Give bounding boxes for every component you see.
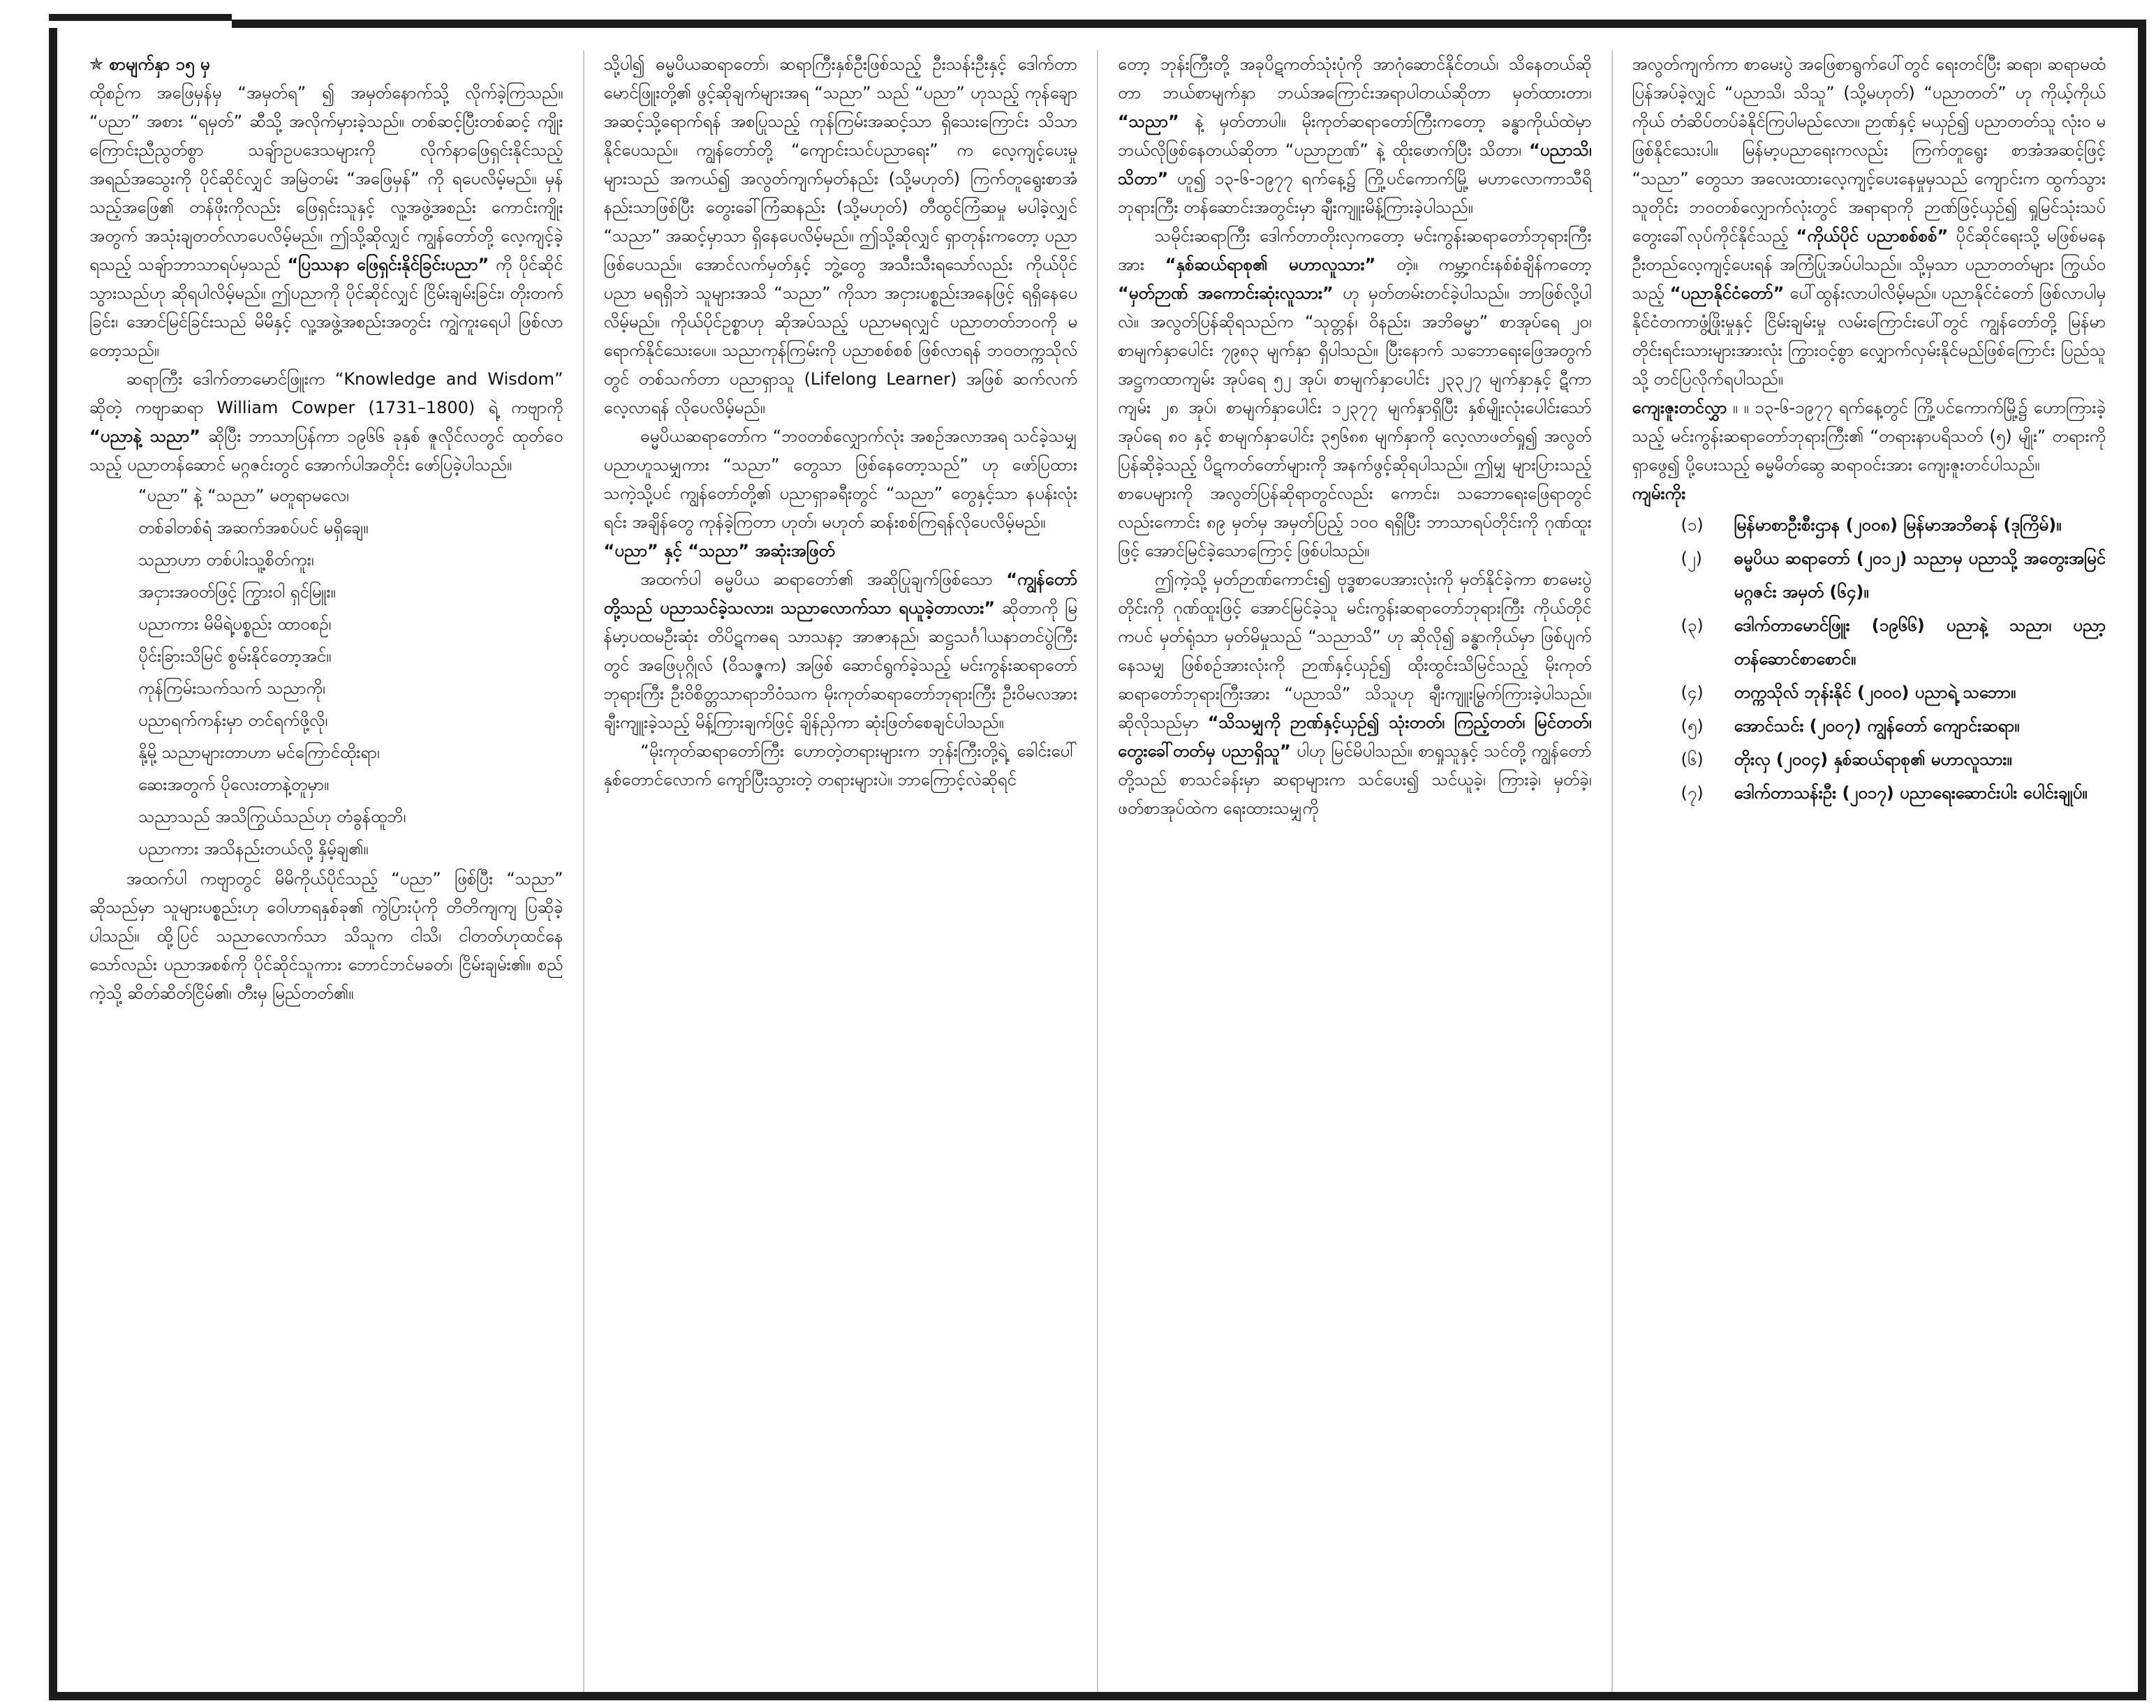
column-4	[1611, 50, 2126, 1692]
references-heading: ကျမ်းကိုး	[1632, 484, 1686, 503]
poem-line: အငှားအဝတ်ဖြင့် ကြွားဝါ ရှင်မြူး။	[138, 582, 336, 602]
paragraph: ဤကဲ့သို့ မှတ်ဉာဏ်ကောင်း၍ ဗုဒ္ဓစာပေအားလုံးကို မှတ်နိုင်ခဲ့ကာ စာမေးပွဲတိုင်းကို ဂုဏ်ထူးဖြင့် အောင်မြင်ခဲ့သူ မင်းကွန်းဆရာတော်ဘုရားကြီး ကိုယ်တိုင်ကပင် မှတ်ရုံသာ မှတ်မိမှုသည် “သညာသိ” ဟု ဆိုလို၍ ခန္ဓာကိုယ်မှာ ဖြစ်ပျက်နေသမျှ ဖြစ်စဉ်အားလုံးကို ဉာဏ်နှင့်ယှဉ်၍ ထိုးထွင်းသိမြင်သည့် မိုးကုတ်ဆရာတော်ဘုရားကြီးအား “ပညာသိ” သိသူဟု ချီးကျူးမြွက်ကြားခဲ့ပါသည်။ ဆိုလိုသည်မှာ “သိသမျှကို ဉာဏ်နှင့်ယှဉ်၍ သုံးတတ်၊ ကြည့်တတ်၊ မြင်တတ်၊ တွေးခေါ်တတ်မှ ပညာရှိသူ” ပါဟု မြင်မိပါသည်။ စာရှုသူနှင့် သင်တို့ ကျွန်တော်တို့သည် စာသင်ခန်းမှာ ဆရာများက သင်ပေး၍ သင်ယူခဲ့၊ ကြားခဲ့၊ မှတ်ခဲ့၊ ဖတ်စာအုပ်ထဲက ရေးထားသမျှကို	[1118, 570, 1592, 818]
poem-line: သညာသည် အသိကြွယ်သည်ဟု တံခွန်ထူဘိ၊	[138, 807, 406, 826]
poem-line: နို့မို့ သညာများတာဟာ မင်ကြောင်ထိုးရာ၊	[138, 743, 380, 762]
bold-phrase: “နှစ်ဆယ်ရာစု၏ မဟာလူသား”	[1165, 255, 1376, 274]
reference-item: (၇) ဒေါက်တာသန်းဦး (၂၀၁၇) ပညာရေးဆောင်းပါး ပေါင်းချုပ်။	[1681, 783, 2088, 803]
bottom-border	[49, 1692, 2146, 1700]
bold-phrase: “ကျွန်တော်တို့သည် ပညာသင်ခဲ့သလား၊ သညာလောက်သာ ရယူခဲ့တာလား”	[603, 570, 1077, 618]
poem-line: ပိုင်းခြားသိမြင် စွမ်းနိုင်တော့အင်။	[138, 646, 332, 666]
article-page	[57, 28, 2138, 1692]
bold-phrase: “ပညာနဲ့ သညာ”	[89, 426, 200, 446]
bold-phrase: “သိသမျှကို ဉာဏ်နှင့်ယှဉ်၍ သုံးတတ်၊ ကြည့်တတ်၊ မြင်တတ်၊ တွေးခေါ်တတ်မှ ပညာရှိသူ”	[1118, 713, 1592, 761]
reference-item: (၂) ဓမ္မပိယ ဆရာတော် (၂၀၁၂) သညာမှ ပညာသို့ အတွေးအမြင် မဂ္ဂဇင်း အမှတ် (၆၄)။	[1681, 549, 2106, 602]
acknowledgement: ကျေးဇူးတင်လွှာ ။ ။ ၁၃-၆-၁၉၇၇ ရက်နေ့တွင် ကြို့ပင်ကောက်မြို့၌ ဟောကြားခဲ့သည့် မင်းကွန်းဆရာတော်ဘုရားကြီး၏ “တရားနာပရိသတ် (၅) မျိုး” တရားကို ရှာဖွေ၍ ပို့ပေးသည့် ဓမ္မမိတ်ဆွေ ဆရာဝင်းအား ကျေးဇူးတင်ပါသည်။	[1632, 398, 2106, 475]
references-list	[1632, 508, 2106, 810]
paragraph: တော့ ဘုန်းကြီးတို့ အခုပိဋကတ်သုံးပုံကို အာဂုံဆောင်နိုင်တယ်၊ သိနေတယ်ဆိုတာ ဘယ်စာမျက်နှာ ဘယ်အကြောင်းအရာပါတယ်ဆိုတာ မှတ်ထားတာ၊ “သညာ” နဲ့ မှတ်တာပါ။ မိုးကုတ်ဆရာတော်ကြီးကတော့ ခန္ဓာကိုယ်ထဲမှာ ဘယ်လိုဖြစ်နေတယ်ဆိုတာ “ပညာဉာဏ်” နဲ့ ထိုးဖောက်ပြီး သိတာ၊ “ပညာသိ၊ သိတာ” ဟူ၍ ၁၃-၆-၁၉၇၇ ရက်နေ့၌ ကြို့ပင်ကောက်မြို့ မဟာလောကာသီရိ ဘုရားကြီး တန်ဆောင်းအတွင်းမှာ ချီးကျူးမိန့်ကြားခဲ့ပါသည်။	[1118, 54, 1592, 217]
poem-line: ဆေးအတွက် ပိုလေးတာနဲ့တူမှာ။	[138, 775, 330, 794]
poem-line: ပညာကား မိမိရဲ့ပစ္စည်း ထာဝစဉ်၊	[138, 614, 332, 634]
poem	[89, 480, 563, 865]
paragraph: ထိုစဥ်က အဖြေမှန်မှ “အမှတ်ရ” ၍ အမှတ်နောက်သို့ လိုက်ခဲ့ကြသည်။ “ပညာ” အစား “ရမှတ်” ဆီသို့ အလိုက်မှားခဲ့သည်။ တစ်ဆင့်ပြီးတစ်ဆင့် ကျိုးကြောင်းညီညွတ်စွာ သချ်ာဥပဒေသများကို လိုက်နာဖြေရှင်းနိုင်သည့် အရည်အသွေးကို ပိုင်ဆိုင်လျှင် အမြဲတမ်း “အဖြေမှန်” ကို ရပေလိမ့်မည်။ မှန်သည့်အဖြေ၏ တန်ဖိုးကိုလည်း ဖြေရှင်းသူနှင့် လူ့အဖွဲ့အစည်း ကောင်းကျိုးအတွက် အသုံးချတတ်လာပေလိမ့်မည်။ ဤသို့ဆိုလျှင် ကျွန်တော်တို့ လေ့ကျင့်ခဲ့ရသည့် သချ်ာဘာသာရပ်မှသည် “ပြဿနာ ဖြေရှင်းနိုင်ခြင်းပညာ” ကို ပိုင်ဆိုင်သွားသည်ဟု ဆိုရပါလိမ့်မည်။ ဤပညာကို ပိုင်ဆိုင်လျှင် ငြိမ်းချမ်းခြင်း၊ တိုးတက်ခြင်း၊ အောင်မြင်ခြင်းသည် မိမိနှင့် လူ့အဖွဲ့အစည်းအတွင်း ကျွဲကူးရေပါ ဖြစ်လာတော့သည်။	[89, 83, 563, 360]
paragraph: သမိုင်းဆရာကြီး ဒေါက်တာတိုးလှကတော့ မင်းကွန်းဆရာတော်ဘုရားကြီးအား “နှစ်ဆယ်ရာစု၏ မဟာလူသား” တဲ့။ ကမ္ဘာ့ဂင်းနစ်စံချိန်ကတော့ “မှတ်ဉာဏ် အကောင်းဆုံးလူသား” ဟု မှတ်တမ်းတင်ခဲ့ပါသည်။ ဘာဖြစ်လို့ပါလဲ။ အလွတ်ပြန်ဆိုရသည်က “သုတ္တန်၊ ဝိနည်း၊ အဘိဓမ္မာ” စာအုပ်ရေ ၂၀၊ စာမျက်နှာပေါင်း ၇၉၈၃ မျက်နှာ ရှိပါသည်။ ပြီးနောက် သဘောရေးဖြေအတွက် အဋ္ဌကထာကျမ်း အုပ်ရေ ၅၂ အုပ်၊ စာမျက်နှာပေါင်း ၂၃၃၂၇ မျက်နှာနှင့် ဋီကာကျမ်း ၂၈ အုပ်၊ စာမျက်နှာပေါင်း ၁၂၃၇၇ မျက်နှာရှိပြီး နှစ်မျိုးလုံးပေါင်းသော် အုပ်ရေ ၈၀ နှင့် စာမျက်နှာပေါင်း ၃၅၆၈၈ မျက်နှာကို လေ့လာဖတ်ရှု၍ အလွတ်ပြန်ဆိုခဲ့သည့် ပိဋကတ်တော်များကို အနက်ဖွင့်ဆိုရပါသည်။ ဤမျှ များပြားသည့် စာပေများကို အလွတ်ပြန်ဆိုရာတွင်လည်း ကောင်း၊ သဘောရေးဖြေရာတွင် လည်းကောင်း ၈၉ မှတ်မှ အမှတ်ပြည့် ၁၀၀ ရရှိပြီး ဘာသာရပ်တိုင်းကို ဂုဏ်ထူးဖြင့် အောင်မြင်ခဲ့သောကြောင့် ဖြစ်ပါသည်။	[1118, 226, 1592, 560]
bold-phrase: “သညာ”	[1118, 112, 1179, 131]
paragraph: ဓမ္မပိယဆရာတော်က “ဘဝတစ်လျှောက်လုံး အစဉ်အလာအရ သင်ခဲ့သမျှ ပညာဟူသမျှကား “သညာ” တွေသာ ဖြစ်နေတော့သည်” ဟု ဖော်ပြထားသကဲ့သို့ပင် ကျွန်တော်တို့၏ ပညာရှာခရီးတွင် “သညာ” တွေနှင့်သာ နပန်းလုံးရင်း အချိန်တွေ ကုန်ခဲ့ကြတာ ဟုတ်၊ မဟုတ် ဆန်းစစ်ကြရန်လိုပေလိမ့်မည်။	[603, 426, 1077, 532]
left-border	[49, 28, 57, 1700]
poem-line: ပညာကား အသိနည်းတယ်လို့ နှိမ့်ချ၏။	[138, 839, 369, 859]
poem-line: တစ်ခါတစ်ရံ အဆက်အစပ်ပင် မရှိချေ။	[138, 518, 369, 537]
reference-item: (၆) တိုးလှ (၂၀၀၄) နှစ်ဆယ်ရာစု၏ မဟာလူသား။	[1681, 750, 2012, 769]
reference-item: (၁) မြန်မာစာဦးစီးဌာန (၂၀၀၈) မြန်မာအဘိဓာန် (ဒုကြိမ်)။	[1681, 515, 2062, 535]
bold-phrase: “ပညာနိုင်ငံတော်”	[1669, 283, 1785, 303]
poem-line: ပညာရက်ကန်းမှာ တင်ရက်ဖို့လို၊	[138, 711, 328, 730]
paragraph: အလွတ်ကျက်ကာ စာမေးပွဲ အဖြေစာရွက်ပေါ်တွင် ရေးတင်ပြီး ဆရာ၊ ဆရာမထံ ပြန်အပ်ခဲ့လျှင် “ပညာသိ၊ သိသူ” (သို့မဟုတ်) “ပညာတတ်” ဟု ကိုယ့်ကိုယ်ကိုယ် တံဆိပ်တပ်ခံနိုင်ကြပါမည်လော။ ဉာဏ်နှင့် မယှဉ်၍ ပညာတတ်သူ လုံးဝ မဖြစ်နိုင်သေးပါ။ မြန်မာ့ပညာရေးကလည်း ကြက်တူရွေး စာအံအဆင့်ဖြင့် “သညာ” တွေသာ အလေးထားလေ့ကျင့်ပေးနေမှုမှသည် ကျောင်းက ထွက်သွားသူတိုင်း ဘဝတစ်လျှောက်လုံးတွင် အရာရာကို ဉာဏ်ဖြင့်ယှဉ်၍ ရှုမြင်သုံးသပ် တွေးခေါ်လုပ်ကိုင်နိုင်သည့် “ကိုယ်ပိုင် ပညာစစ်စစ်” ပိုင်ဆိုင်ရေးသို့ မဖြစ်မနေ ဦးတည်လေ့ကျင့်ပေးရန် အကြံပြုအပ်ပါသည်။ သို့မှသာ ပညာတတ်များ ကြွယ်ဝသည့် “ပညာနိုင်ငံတော်” ပေါ်ထွန်းလာပါလိမ့်မည်။ ပညာနိုင်ငံတော် ဖြစ်လာပါမှ နိုင်ငံတကာဖွံ့ဖြိုးမှုနှင့် ငြိမ်းချမ်းမှု လမ်းကြောင်းပေါ်တွင် ကျွန်တော်တို့ မြန်မာတိုင်းရင်းသားများအားလုံး ကြွားဝင့်စွာ လျှောက်လှမ်းနိုင်မည်ဖြစ်ကြောင်း ပြည်သူသို့ တင်ပြလိုက်ရပါသည်။	[1632, 54, 2106, 389]
section-heading: “ပညာ” နှင့် “သညာ” အဆုံးအဖြတ်	[603, 541, 835, 560]
reference-item: (၅) အောင်သင်း (၂၀၀၇) ကျွန်တော် ကျောင်းဆရာ။	[1681, 716, 2020, 736]
reference-item: (၄) တက္ကသိုလ် ဘုန်းနိုင် (၂၀၀၀) ပညာရဲ့ သဘော။	[1681, 683, 2016, 702]
acknowledgement-heading: ကျေးဇူးတင်လွှာ	[1632, 398, 1727, 417]
top-rule-short	[49, 14, 232, 21]
continuation-label: ✯ စာမျက်နှာ ၁၅ မှ	[89, 54, 210, 74]
reference-item: (၃) ဒေါက်တာမောင်ဖြူး (၁၉၆၆) ပညာနဲ့ သညာ၊ ပညာ့တန်ဆောင်စာစောင်။	[1681, 616, 2106, 669]
paragraph: အထက်ပါ ဓမ္မပိယ ဆရာတော်၏ အဆိုပြုချက်ဖြစ်သော “ကျွန်တော်တို့သည် ပညာသင်ခဲ့သလား၊ သညာလောက်သာ ရယူခဲ့တာလား” ဆိုတာကို မြန်မာ့ပထမဦးဆုံး တိပိဋကဓရ သာသနာ့ အာဇာနည်၊ ဆဋ္ဌသင်္ဂါယနာတင်ပွဲကြီးတွင် အဖြေပုဂ္ဂိုလ် (ဝိသဇ္ဇက) အဖြစ် ဆောင်ရွက်ခဲ့သည့် မင်းကွန်းဆရာတော်ဘုရားကြီး ဦးဝိစိတ္တသာရာဘိဝံသက မိုးကုတ်ဆရာတော်ဘုရားကြီး ဦးဝိမလအား ချီးကျူးခဲ့သည့် မိန့်ကြားချက်ဖြင့် ချိန်ညှိကာ ဆုံးဖြတ်စေချင်ပါသည်။	[603, 570, 1077, 732]
paragraph: အထက်ပါ ကဗျာတွင် မိမိကိုယ်ပိုင်သည့် “ပညာ” ဖြစ်ပြီး “သညာ” ဆိုသည်မှာ သူများပစ္စည်းဟု ဝေါဟာရနှစ်ခု၏ ကွဲပြားပုံကို တိတိကျကျ ပြဆိုခဲ့ပါသည်။ ထို့ပြင် သညာလောက်သာ သိသူက ငါသိ၊ ငါတတ်ဟုထင်နေသော်လည်း ပညာအစစ်ကို ပိုင်ဆိုင်သူကား ဘောင်ဘင်မခတ်၊ ငြိမ်းချမ်း၏။ စည်ကဲ့သို့ ဆိတ်ဆိတ်ငြိမ်၏၊ တီးမှ မြည်တတ်၏။	[89, 869, 563, 1003]
poem-line: ကုန်ကြမ်းသက်သက် သညာကို၊	[138, 678, 325, 698]
paragraph: သို့ပါ၍ ဓမ္မပိယဆရာတော်၊ ဆရာကြီးနှစ်ဦးဖြစ်သည့် ဦးသန်းဦးနှင့် ဒေါက်တာမောင်ဖြူးတို့၏ ဖွင့်ဆိုချက်များအရ “သညာ” သည် “ပညာ” ဟုသည့် ကုန်ချောအဆင့်သို့ရောက်ရန် အစပြုသည့် ကုန်ကြမ်းအဆင့်သာ ရှိသေးကြောင်း သိသာနိုင်ပေသည်။ ကျွန်တော်တို့ “ကျောင်းသင်ပညာရေး” က လေ့ကျင့်ပေးမှုများသည် အကယ်၍ အလွတ်ကျက်မှတ်နည်း (သို့မဟုတ်) ကြက်တူရွေးစာအံနည်းသာဖြစ်ပြီး တွေးခေါ်ကြံဆနည်း (သို့မဟုတ်) တီထွင်ကြံဆမှု မပါခဲ့လျှင် “သညာ” အဆင့်မှာသာ ရှိနေပေလိမ့်မည်။ ဤသို့ဆိုလျှင် ရှာတုန်းကတော့ ပညာ ဖြစ်ပေသည်။ အောင်လက်မှတ်နှင့် ဘွဲ့တွေ အသီးသီးရသော်လည်း ကိုယ်ပိုင်ပညာ မရရှိဘဲ သူများအသိ “သညာ” ကိုသာ အငှားပစ္စည်းအနေဖြင့် ရရှိနေပေလိမ့်မည်။ ကိုယ်ပိုင်ဥစ္စာဟု ဆိုအပ်သည့် ပညာမရလျှင် ပညာတတ်ဘဝကို မရောက်နိုင်သေးပေ။ သညာကုန်ကြမ်းကို ပညာစစ်စစ် ဖြစ်လာရန် ဘဝတက္ကသိုလ်တွင် တစ်သက်တာ ပညာရှာသူ (Lifelong Learner) အဖြစ် ဆက်လက်လေ့လာရန် လိုပေလိမ့်မည်။	[603, 54, 1077, 417]
poem-line: “ပညာ” နဲ့ “သညာ” မတူရာမလေ၊	[138, 486, 349, 505]
column-3	[1097, 50, 1611, 1692]
bold-phrase: “ကိုယ်ပိုင် ပညာစစ်စစ်”	[1796, 226, 1949, 246]
column-1	[70, 50, 583, 1692]
bold-phrase: “မှတ်ဉာဏ် အကောင်းဆုံးလူသား”	[1118, 283, 1334, 303]
paragraph: ဆရာကြီး ဒေါက်တာမောင်ဖြူးက “Knowledge and Wisdom” ဆိုတဲ့ ကဗျာဆရာ William Cowper (1731–1800) ရဲ့ ကဗျာကို “ပညာနဲ့ သညာ” ဆိုပြီး ဘာသာပြန်ကာ ၁၉၆၆ ခုနှစ် ဇူလိုင်လတွင် ထုတ်ဝေသည့် ပညာတန်ဆောင် မဂ္ဂဇင်းတွင် အောက်ပါအတိုင်း ဖော်ပြခဲ့ပါသည်။	[89, 369, 563, 475]
right-border	[2138, 20, 2146, 1700]
column-2	[583, 50, 1098, 1692]
bold-phrase: “ပြဿနာ ဖြေရှင်းနိုင်ခြင်းပညာ”	[287, 255, 489, 274]
top-rule-long	[232, 20, 2146, 28]
paragraph: “မိုးကုတ်ဆရာတော်ကြီး ဟောတဲ့တရားများက ဘုန်းကြီးတို့ရဲ့ ခေါင်းပေါ် နှစ်တောင်လောက် ကျော်ပြီးသွားတဲ့ တရားများပဲ။ ဘာကြောင့်လဲဆိုရင်	[603, 741, 1077, 789]
bold-phrase: “ပညာသိ၊ သိတာ”	[1118, 140, 1592, 188]
poem-line: သညာဟာ တစ်ပါးသူ့စိတ်ကူး၊	[138, 550, 314, 570]
